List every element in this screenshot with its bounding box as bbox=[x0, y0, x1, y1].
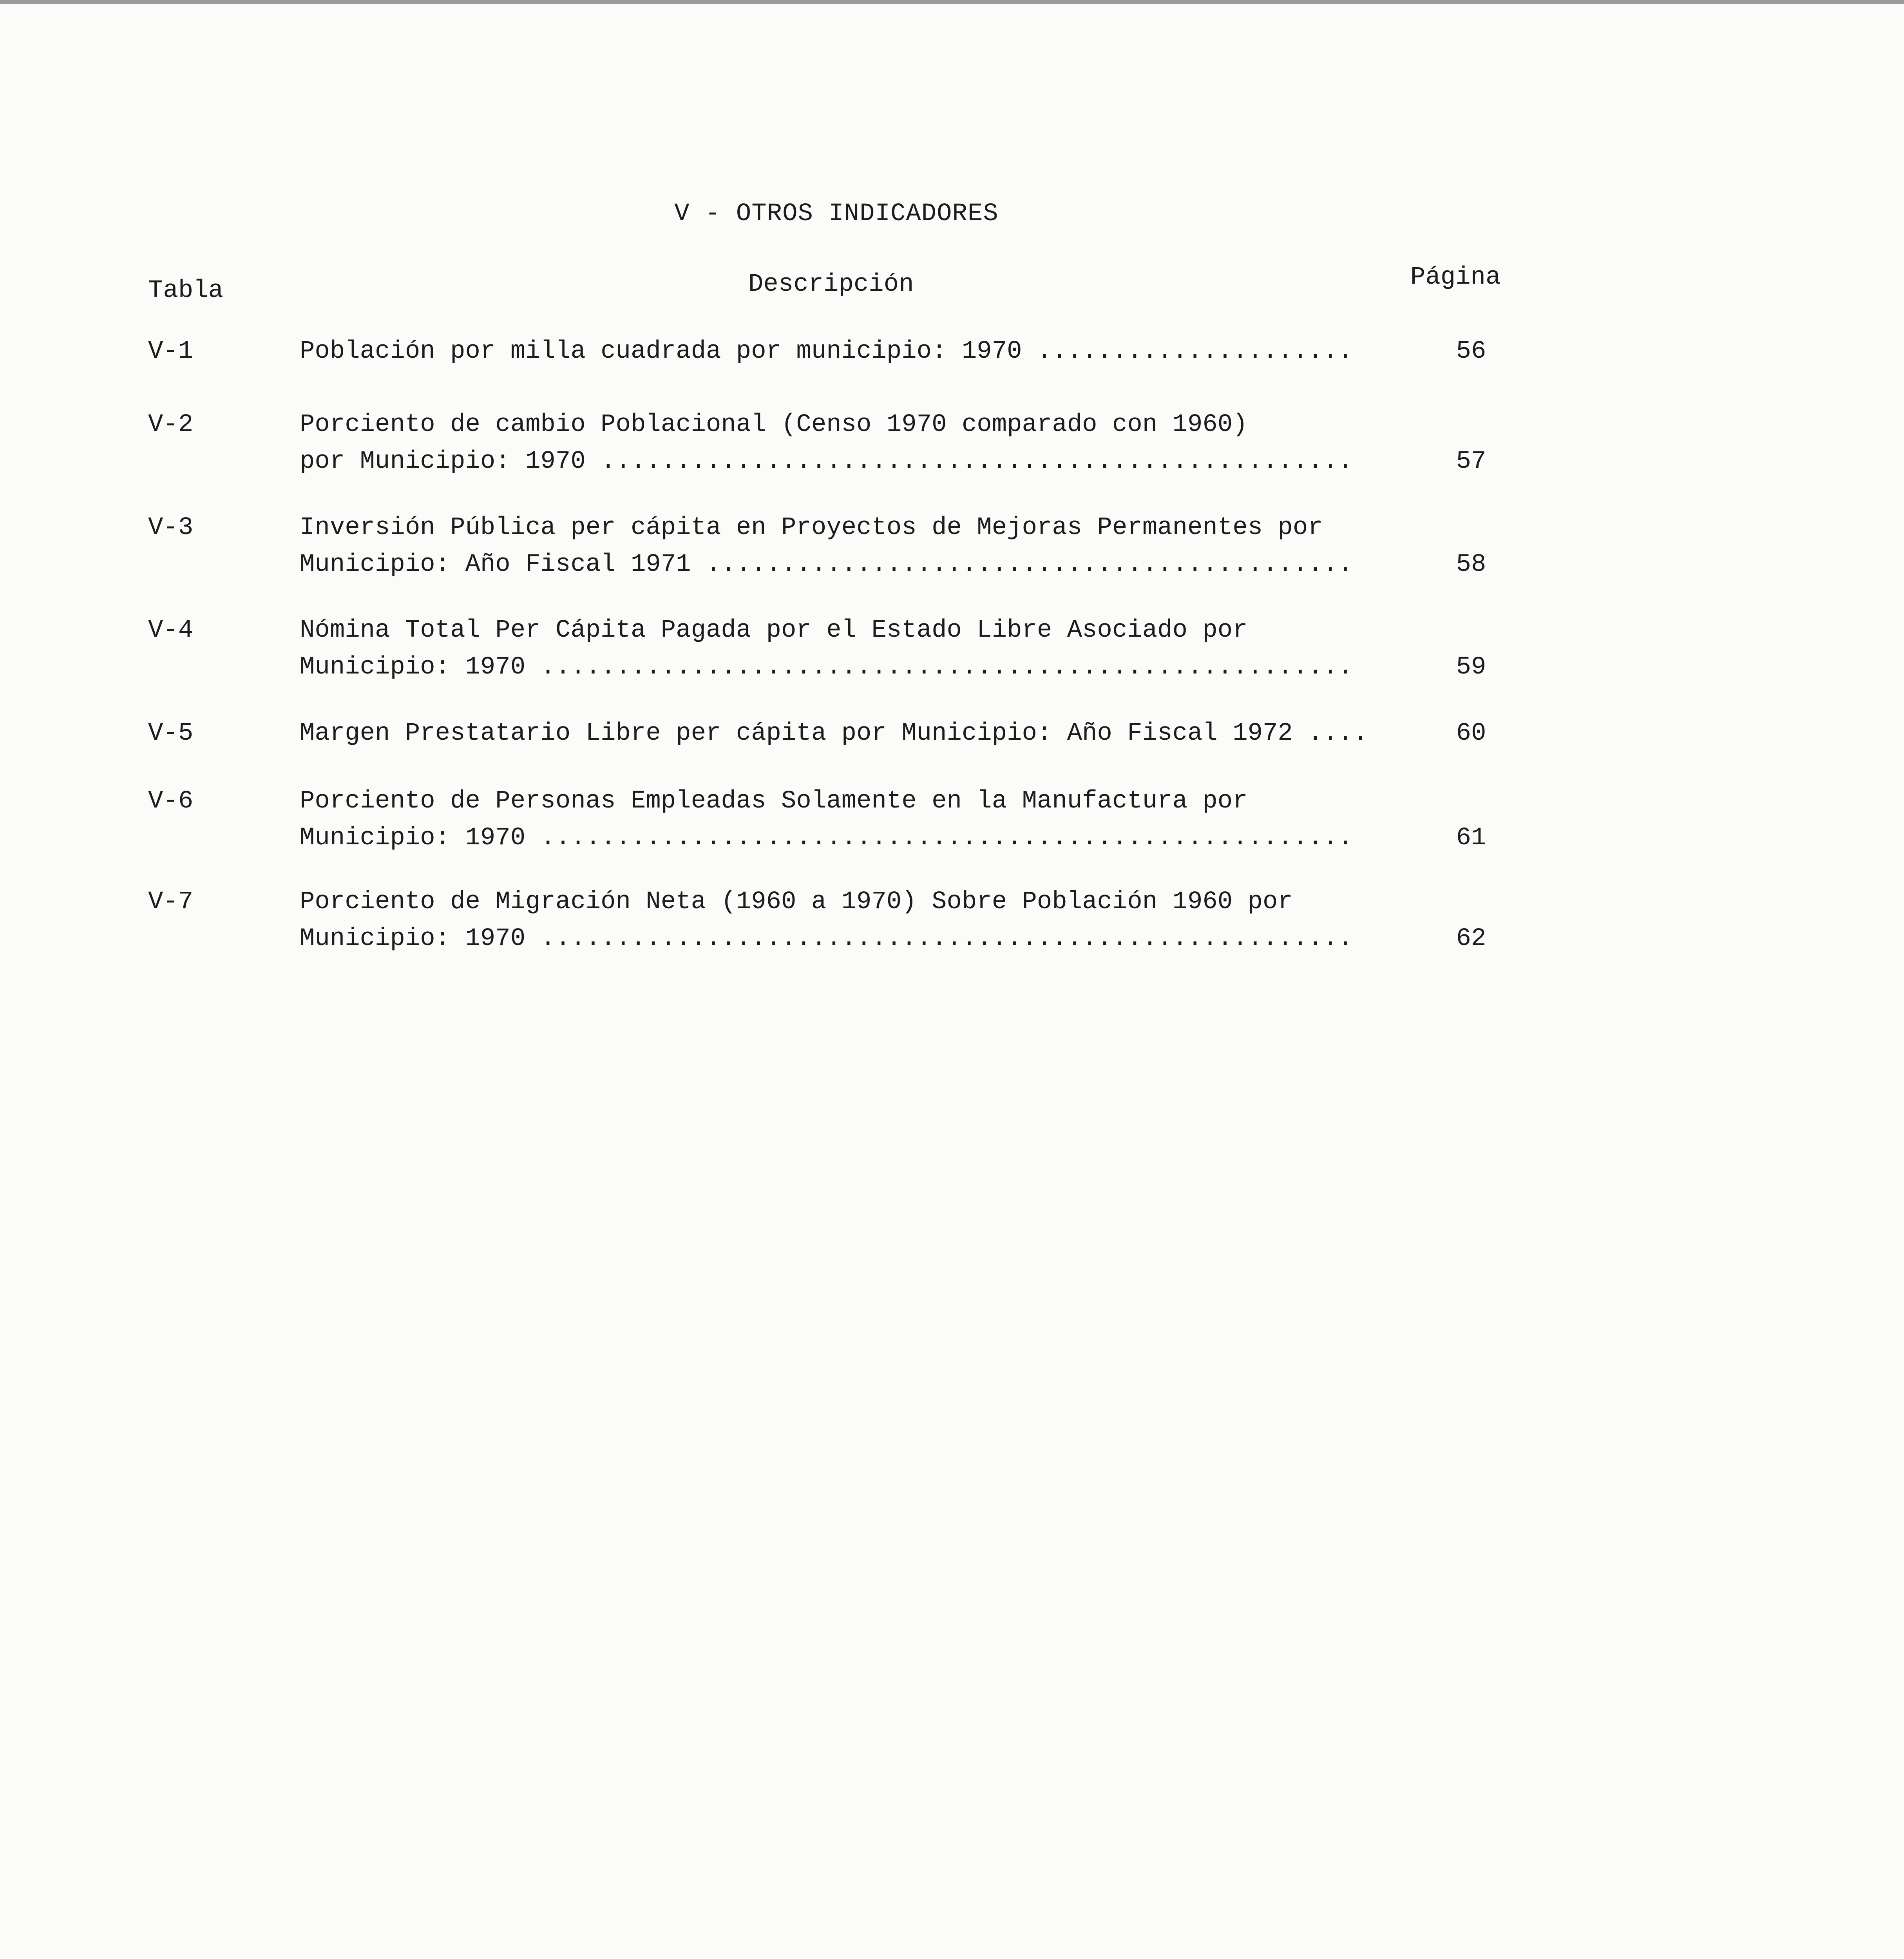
toc-entry-line: Municipio: Año Fiscal 1971 ..... bbox=[300, 546, 1357, 583]
toc-entry-line: por Municipio: 1970 ..... bbox=[300, 443, 1350, 480]
toc-entry-table-number: V-2 bbox=[148, 411, 194, 439]
column-header-descripcion: Descripción bbox=[748, 270, 914, 299]
toc-entry-line: Municipio: 1970 ..... bbox=[300, 820, 1357, 856]
toc-entry-line: Nómina Total Per Cápita Pagada por el Estado Libre Asociado por bbox=[300, 616, 1248, 645]
toc-entry-line: Porciento de Migración Neta (1960 a 1970) Sobre Población 1960 por bbox=[300, 888, 1293, 916]
toc-entry-description bbox=[300, 406, 1350, 480]
column-header-tabla: Tabla bbox=[148, 277, 224, 305]
toc-entry-page: 59 bbox=[1456, 653, 1486, 681]
toc-entry-line: Porciento de Personas Empleadas Solamente en la Manufactura por bbox=[300, 787, 1248, 815]
toc-entry-table-number: V-4 bbox=[148, 616, 194, 645]
toc-entry-description bbox=[300, 333, 1350, 370]
toc-entry-line: Margen Prestatario Libre per cápita por Municipio: Año Fiscal 1972 ..... bbox=[300, 715, 1365, 752]
toc-entry-page: 62 bbox=[1456, 925, 1486, 953]
toc-entry-table-number: V-6 bbox=[148, 787, 194, 815]
toc-entry-description bbox=[300, 612, 1357, 686]
toc-entry-page: 56 bbox=[1456, 337, 1486, 366]
toc-entry-table-number: V-1 bbox=[148, 337, 194, 366]
toc-entry-page: 57 bbox=[1456, 447, 1486, 476]
toc-entry-table-number: V-7 bbox=[148, 888, 194, 916]
toc-entry-line: Municipio: 1970 ..... bbox=[300, 920, 1357, 957]
toc-entry-page: 58 bbox=[1456, 550, 1486, 579]
toc-entry-page: 60 bbox=[1456, 719, 1486, 748]
toc-entry-description bbox=[300, 884, 1357, 957]
column-header-pagina: Página bbox=[1410, 263, 1501, 291]
toc-entry-table-number: V-3 bbox=[148, 514, 194, 542]
toc-entry-description bbox=[300, 715, 1365, 752]
toc-entry-line: Inversión Pública per cápita en Proyectos de Mejoras Permanentes por bbox=[300, 514, 1323, 542]
toc-entry-table-number: V-5 bbox=[148, 719, 194, 748]
toc-entry-line: Porciento de cambio Poblacional (Censo 1970 comparado con 1960) bbox=[300, 411, 1248, 439]
section-title: V - OTROS INDICADORES bbox=[674, 200, 999, 228]
toc-entry-line: Población por milla cuadrada por municipio: 1970 ..... bbox=[300, 333, 1350, 370]
toc-entry-page: 61 bbox=[1456, 824, 1486, 852]
toc-entry-line: Municipio: 1970 ..... bbox=[300, 649, 1357, 686]
top-edge-rule bbox=[0, 0, 1904, 4]
toc-entry-description bbox=[300, 783, 1357, 856]
toc-entry-description bbox=[300, 509, 1357, 583]
